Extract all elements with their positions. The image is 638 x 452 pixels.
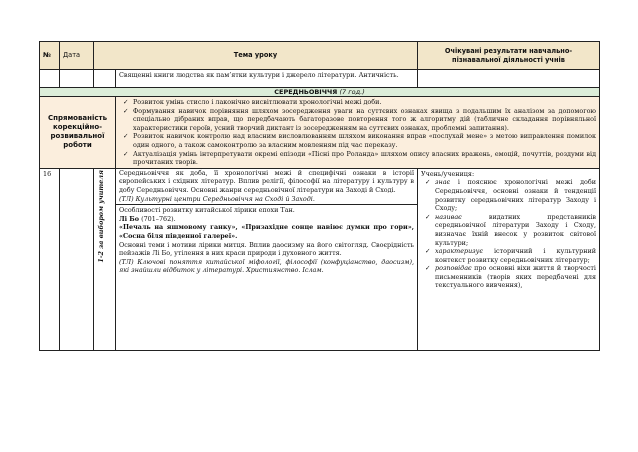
section-row: [40, 88, 600, 97]
lesson-part1-tl: (ТЛ) Культурні центри Середньовіччя на Сході й Заході.: [119, 194, 315, 203]
lesson-part1: [119, 169, 414, 203]
focus-list: [119, 98, 596, 167]
lesson-date-cell: [60, 168, 94, 350]
results-item: ✓ розповідає про основні віхи життя й творчості письменників (творів яких передбачені для текстуального вивчення),: [425, 264, 596, 290]
lesson-part2: [116, 204, 417, 275]
lesson-author-years: (701–762).: [141, 214, 176, 223]
lesson-topic-cell: [116, 168, 418, 350]
results-item: ✓ знає і пояснює хронологічні межі доби Середньовіччя, основні ознаки й тенденції розвитку середньовічних літератур Заходу і Сходу;: [425, 178, 596, 213]
lesson-poems: «Печаль на яшмовому ганку», «Призахідне сонце навіює думки про гори», «Сосна біля південної галереї».: [119, 223, 414, 240]
cont-topic-cell: [116, 70, 418, 88]
header-topic: Тема уроку: [94, 42, 418, 70]
section-hours: (7 год.): [339, 88, 365, 96]
focus-item: ✓ Актуалізація умінь інтерпретувати окремі епізоди «Пісні про Роланда» шляхом опису власних вражень, емоцій, почуттів, роздуми від прочитаних творів.: [123, 149, 596, 167]
continuation-text: Священні книги людства як пам’ятки культури і джерело літератури. Античність.: [119, 71, 399, 79]
section-title: СЕРЕДНЬОВІЧЧЯ: [274, 88, 338, 96]
cont-results-cell: [418, 70, 600, 88]
results-item: ✓ характеризує історичний і культурний контекст розвитку середньовічних літератур;: [425, 247, 596, 264]
curriculum-page: [39, 41, 599, 351]
checkmark-icon: ✓: [123, 98, 129, 106]
lesson-part2-body: Основні теми і мотиви лірики митця. Вплив даосизму на його світогляд. Своєрідність пейзажів Лі Бо, утілення в них краси природи і духовного життя.: [119, 240, 414, 258]
lesson-row: [40, 168, 600, 350]
curriculum-table: [39, 41, 600, 351]
focus-label: Спрямованість корекційно-розвивальної роботи: [40, 97, 116, 169]
checkmark-icon: ✓: [425, 247, 431, 256]
lesson-side-cell: [94, 168, 116, 350]
lesson-part2-intro: Особливості розвитку китайської лірики епохи Тан.: [119, 206, 295, 215]
checkmark-icon: ✓: [123, 106, 129, 115]
section-title-cell: [40, 88, 600, 97]
lesson-num: 16: [40, 168, 60, 350]
results-list: [421, 178, 596, 290]
checkmark-icon: ✓: [425, 178, 431, 187]
lesson-date-note: 1-2 за вибором учителя: [97, 169, 105, 263]
focus-item: ✓ Формування навичок порівняння шляхом зосередження уваги на суттєвих ознаках явища з подальшим їх аналізом за допомогою спеціально дібраних вправ, що передбачають багаторазове повторення того ж алгоритму дій (табличне складання порівняльної характеристики героїв, усний творчий диктант із зосередженням на суттєвих ознаках, проблемні запитання).: [123, 106, 596, 132]
results-intro: Учень/учениця:: [421, 169, 475, 178]
results-item: ✓ називає видатних представників середньовічної літератури Заходу і Сходу, визначає їхній внесок у розвиток світової культури;: [425, 212, 596, 247]
lesson-part1-text: Середньовіччя як доба, її хронологічні межі й специфічні ознаки в історії європейських і східних літератур. Вплив релігії, філософії на літературу і культуру в добу Середньовіччя. Основні жанри середньовічної літератури на Заході й Сході.: [119, 168, 414, 194]
checkmark-icon: ✓: [425, 264, 431, 273]
lesson-author: Лі Бо: [119, 214, 140, 223]
table-header-row: [40, 42, 600, 70]
checkmark-icon: ✓: [123, 132, 129, 141]
header-results: Очікувані результати навчально-пізнавальної діяльності учнів: [418, 42, 600, 70]
continuation-row: [40, 70, 600, 88]
header-date: Дата: [60, 42, 94, 70]
cont-date-cell: [60, 70, 94, 88]
focus-content: [116, 97, 600, 169]
header-num: №: [40, 42, 60, 70]
cont-num-cell: [40, 70, 60, 88]
focus-row: [40, 97, 600, 169]
checkmark-icon: ✓: [123, 149, 129, 158]
cont-side-cell: [94, 70, 116, 88]
lesson-author-line: [119, 215, 414, 224]
focus-item: ✓ Розвиток умінь стисло і лаконічно висвітлювати хронологічні межі доби.: [123, 98, 382, 106]
lesson-part2-tl: (ТЛ) Ключові поняття китайської міфології, філософії (конфуціанство, даосизм), які знайшли відбиток у літературі. Християнство. Іслам.: [119, 257, 414, 275]
focus-item: ✓ Розвиток навичок контролю над власним висловлюванням шляхом виконання вправ «послухай мене» з метою виправлення помилок один одного, а також самоконтролю за власним мовленням під час переказу.: [123, 132, 596, 149]
lesson-results-cell: [418, 168, 600, 350]
checkmark-icon: ✓: [425, 212, 431, 221]
